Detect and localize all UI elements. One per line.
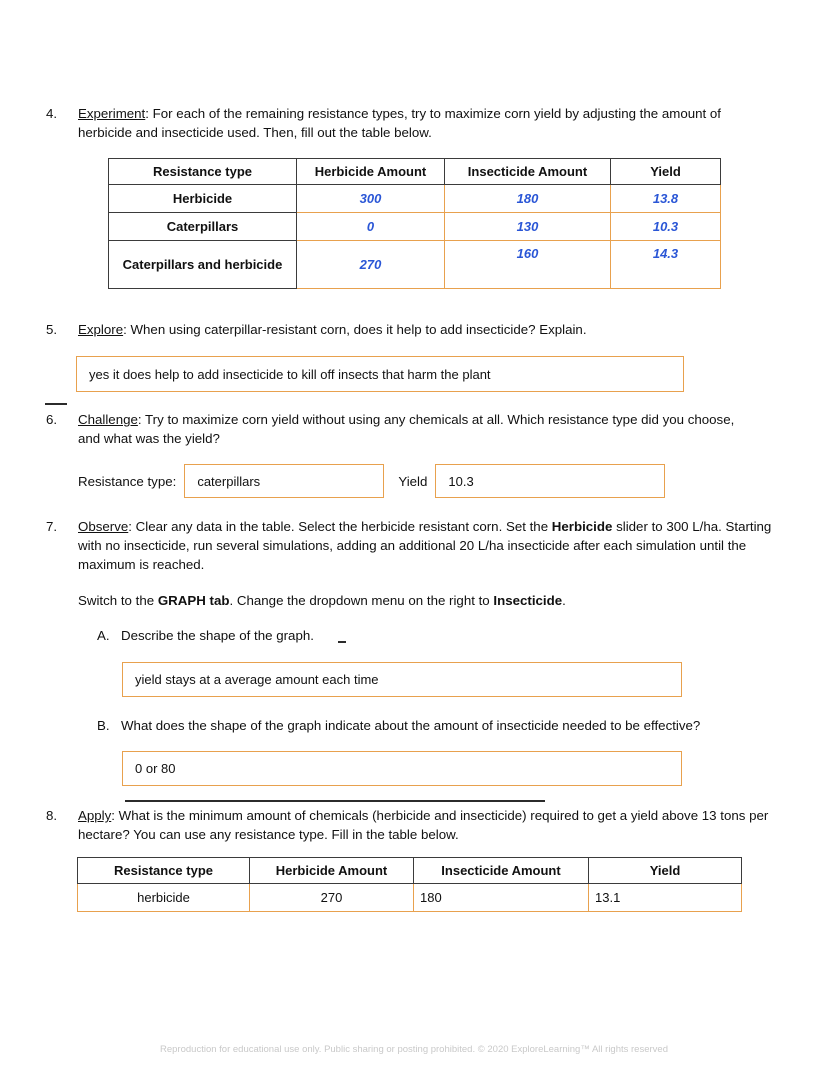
question-6-label: Challenge [78, 412, 138, 427]
question-4-label: Experiment [78, 106, 146, 121]
table-row [109, 213, 721, 241]
question-5-answer-box[interactable] [76, 356, 684, 392]
question-5 [46, 320, 786, 339]
cell-resistance-type: Herbicide [109, 185, 297, 213]
yield-label: Yield [398, 473, 428, 489]
question-4 [46, 104, 786, 142]
question-7-para2-part2: . Change the dropdown menu on the right to [229, 593, 494, 608]
page-footer: Reproduction for educational use only. Public sharing or posting prohibited. © 2020 ExploreLearning™ All rights reserved [160, 1044, 668, 1055]
question-4-body [78, 104, 786, 142]
scan-artifact-line [45, 403, 67, 405]
question-8-body [78, 806, 806, 844]
scan-artifact-long-line [125, 800, 545, 802]
table-row [109, 185, 721, 213]
cell-herbicide-amount[interactable]: 270 [250, 884, 414, 912]
cell-insecticide-amount[interactable]: 160 [445, 241, 611, 289]
question-5-text: : When using caterpillar-resistant corn, does it help to add insecticide? Explain. [123, 322, 587, 337]
question-7-sub-b-answer-text: 0 or 80 [135, 761, 176, 776]
resistance-type-value: caterpillars [197, 473, 261, 489]
cell-herbicide-amount[interactable]: 300 [297, 185, 445, 213]
table-row [109, 241, 721, 289]
question-7-sub-a-body: Describe the shape of the graph. [121, 628, 314, 643]
question-7-number: 7. [46, 519, 58, 534]
question-7 [46, 517, 806, 574]
table-header-row [78, 858, 742, 884]
question-8-number: 8. [46, 808, 58, 823]
question-5-number: 5. [46, 322, 58, 337]
question-6-number: 6. [46, 412, 58, 427]
question-4-number: 4. [46, 106, 58, 121]
question-4-text: : For each of the remaining resistance types, try to maximize corn yield by adjusting the amount of herbicide and insecticide used. Then, fill out the table below. [78, 106, 721, 140]
question-7-bold-insecticide: Insecticide [493, 593, 563, 608]
resistance-type-input[interactable] [184, 464, 384, 498]
yield-value: 10.3 [448, 473, 474, 489]
question-6-body [78, 410, 776, 448]
cell-insecticide-amount[interactable]: 180 [445, 185, 611, 213]
question-6 [46, 410, 776, 448]
cell-insecticide-amount[interactable]: 130 [445, 213, 611, 241]
question-7-sub-a-answer-box[interactable] [122, 662, 682, 697]
question-8 [46, 806, 806, 844]
question-8-label: Apply [78, 808, 112, 823]
header-insecticide-amount: Insecticide Amount [445, 159, 611, 185]
question-6-text: : Try to maximize corn yield without using any chemicals at all. Which resistance type did you choose, and what was the yield? [78, 412, 735, 446]
experiment-results-table [108, 158, 721, 289]
cell-herbicide-amount[interactable]: 0 [297, 213, 445, 241]
header-yield: Yield [611, 159, 721, 185]
yield-input[interactable] [435, 464, 665, 498]
resistance-type-label: Resistance type: [78, 473, 177, 489]
question-7-body [78, 517, 806, 574]
scan-artifact-underscore [338, 641, 346, 643]
question-7-paragraph-2 [78, 591, 778, 610]
question-7-label: Observe [78, 519, 129, 534]
question-7-bold-herbicide: Herbicide [551, 519, 613, 534]
question-7-para2-part1: Switch to the [78, 593, 158, 608]
question-6-answer-row [78, 463, 698, 499]
cell-yield[interactable]: 13.1 [589, 884, 742, 912]
cell-insecticide-amount[interactable]: 180 [414, 884, 589, 912]
cell-yield[interactable]: 13.8 [611, 185, 721, 213]
header-resistance-type: Resistance type [109, 159, 297, 185]
question-7-sub-a-answer-text: yield stays at a average amount each time [135, 672, 379, 687]
question-7-para1-part2: slider to 300 L/ha. Starting with no insecticide, run several simulations, adding an additional 20 L/ha insecticide after each simulation until the maximum is reached. [78, 519, 772, 572]
table-header-row [109, 159, 721, 185]
cell-resistance-type: Caterpillars [109, 213, 297, 241]
header-herbicide-amount: Herbicide Amount [297, 159, 445, 185]
question-7-sub-b-number: B. [97, 718, 110, 733]
question-7-para1-part1: : Clear any data in the table. Select the herbicide resistant corn. Set the [128, 519, 552, 534]
question-5-label: Explore [78, 322, 124, 337]
question-8-text: : What is the minimum amount of chemicals (herbicide and insecticide) required to get a yield above 13 tons per hectare? You can use any resistance type. Fill in the table below. [78, 808, 769, 842]
table-row [78, 884, 742, 912]
question-7-sub-b-answer-box[interactable] [122, 751, 682, 786]
question-7-sub-b-body: What does the shape of the graph indicate about the amount of insecticide needed to be effective? [121, 718, 701, 733]
question-7-sub-a [97, 626, 757, 645]
header-resistance-type: Resistance type [78, 858, 250, 884]
apply-results-table [77, 857, 742, 912]
question-7-sub-b [97, 716, 787, 735]
header-insecticide-amount: Insecticide Amount [414, 858, 589, 884]
cell-yield[interactable]: 10.3 [611, 213, 721, 241]
question-7-sub-a-number: A. [97, 628, 110, 643]
question-7-para2-part3: . [562, 593, 566, 608]
question-7-bold-graph-tab: GRAPH tab [157, 593, 230, 608]
cell-yield[interactable]: 14.3 [611, 241, 721, 289]
header-yield: Yield [589, 858, 742, 884]
question-5-body [78, 320, 786, 339]
cell-resistance-type: Caterpillars and herbicide [109, 241, 297, 289]
header-herbicide-amount: Herbicide Amount [250, 858, 414, 884]
cell-resistance-type[interactable]: herbicide [78, 884, 250, 912]
question-5-answer-text: yes it does help to add insecticide to kill off insects that harm the plant [89, 366, 491, 382]
cell-herbicide-amount[interactable]: 270 [297, 241, 445, 289]
